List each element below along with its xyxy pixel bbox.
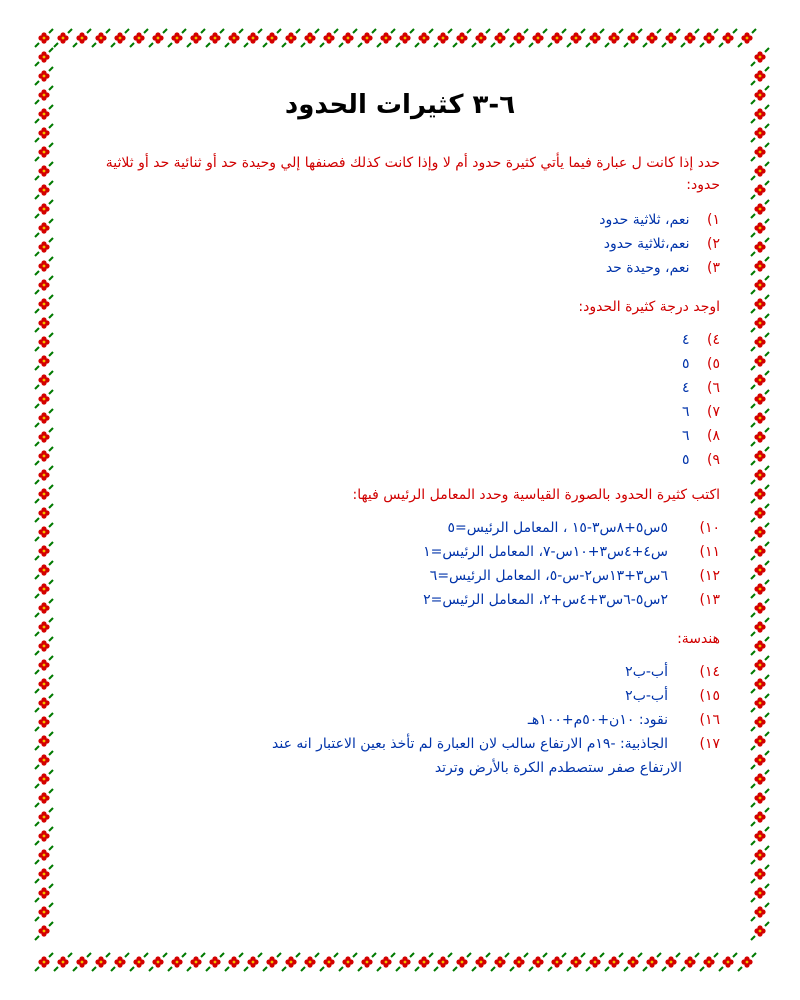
flower-icon xyxy=(510,953,528,971)
flower-icon xyxy=(92,953,110,971)
flower-icon xyxy=(662,953,680,971)
flower-icon xyxy=(206,953,224,971)
flower-icon xyxy=(35,694,53,712)
flower-icon xyxy=(751,675,769,693)
flower-icon xyxy=(54,29,72,47)
flower-icon xyxy=(187,953,205,971)
flower-icon xyxy=(681,29,699,47)
flower-icon xyxy=(111,953,129,971)
flower-icon xyxy=(605,29,623,47)
flower-icon xyxy=(751,751,769,769)
flower-icon xyxy=(751,884,769,902)
flower-icon xyxy=(168,29,186,47)
flower-icon xyxy=(35,504,53,522)
flower-icon xyxy=(751,409,769,427)
list-item: ٧) ٦ xyxy=(682,404,720,420)
part4-list xyxy=(272,660,720,780)
flower-icon xyxy=(548,953,566,971)
flower-icon xyxy=(586,29,604,47)
flower-icon xyxy=(453,29,471,47)
flower-icon xyxy=(35,561,53,579)
flower-icon xyxy=(751,181,769,199)
flower-icon xyxy=(624,29,642,47)
flower-icon xyxy=(244,29,262,47)
flower-icon xyxy=(35,200,53,218)
flower-icon xyxy=(751,67,769,85)
flower-icon xyxy=(510,29,528,47)
flower-icon xyxy=(567,953,585,971)
flower-icon xyxy=(54,953,72,971)
list-item: ١٥)أب-ب٢ xyxy=(625,688,720,704)
flower-icon xyxy=(751,162,769,180)
flower-icon xyxy=(35,751,53,769)
flower-icon xyxy=(35,637,53,655)
flower-icon xyxy=(35,523,53,541)
flower-icon xyxy=(35,846,53,864)
flower-icon xyxy=(738,953,756,971)
flower-icon xyxy=(751,713,769,731)
flower-icon xyxy=(751,276,769,294)
flower-icon xyxy=(35,219,53,237)
flower-icon xyxy=(751,637,769,655)
list-item: ٨) ٦ xyxy=(682,428,720,444)
list-item: ١٠)٥س٥+٨س٣-١٥ ، المعامل الرئيس=٥ xyxy=(447,520,720,536)
heading-standard-form: اكتب كثيرة الحدود بالصورة القياسية وحدد المعامل الرئيس فيها: xyxy=(352,487,720,503)
flower-icon xyxy=(751,599,769,617)
flower-icon xyxy=(35,428,53,446)
flower-icon xyxy=(529,953,547,971)
flower-icon xyxy=(751,922,769,940)
flower-icon xyxy=(751,238,769,256)
flower-icon xyxy=(751,789,769,807)
flower-icon xyxy=(187,29,205,47)
flower-icon xyxy=(700,29,718,47)
flower-icon xyxy=(149,29,167,47)
flower-icon xyxy=(35,143,53,161)
list-item: ٦) ٤ xyxy=(682,380,720,396)
flower-icon xyxy=(738,29,756,47)
flower-icon xyxy=(453,953,471,971)
flower-icon xyxy=(35,922,53,940)
flower-icon xyxy=(751,200,769,218)
part1-list xyxy=(599,208,720,280)
flower-icon xyxy=(751,124,769,142)
list-item: ١٧)الجاذبية: -١٩م الارتفاع سالب لان العبارة لم تأخذ بعين الاعتبار انه عند xyxy=(272,736,720,752)
flower-icon xyxy=(751,504,769,522)
flower-icon xyxy=(35,903,53,921)
flower-icon xyxy=(751,333,769,351)
list-item: ٩) ٥ xyxy=(682,452,720,468)
flower-icon xyxy=(35,352,53,370)
flower-icon xyxy=(35,238,53,256)
flower-icon xyxy=(35,713,53,731)
flower-icon xyxy=(700,953,718,971)
flower-icon xyxy=(35,618,53,636)
list-item: ٤) ٤ xyxy=(682,332,720,348)
flower-icon xyxy=(130,953,148,971)
flower-icon xyxy=(643,953,661,971)
intro-text: حدد إذا كانت ل عبارة فيما يأتي كثيرة حدود أم لا وإذا كانت كذلك فصنفها إلي وحيدة حد أو ثنائية حد أو ثلاثية حدود: xyxy=(105,155,720,193)
flower-icon xyxy=(301,953,319,971)
flower-icon xyxy=(396,29,414,47)
flower-icon xyxy=(339,953,357,971)
flower-icon xyxy=(358,29,376,47)
flower-icon xyxy=(35,257,53,275)
flower-icon xyxy=(751,770,769,788)
flower-icon xyxy=(73,29,91,47)
flower-icon xyxy=(751,485,769,503)
flower-icon xyxy=(751,542,769,560)
flower-icon xyxy=(35,789,53,807)
flower-icon xyxy=(35,542,53,560)
flower-icon xyxy=(751,390,769,408)
flower-icon xyxy=(35,808,53,826)
flower-icon xyxy=(434,953,452,971)
flower-icon xyxy=(751,314,769,332)
flower-icon xyxy=(751,865,769,883)
flower-icon xyxy=(149,953,167,971)
flower-icon xyxy=(225,29,243,47)
list-item: ١) نعم، ثلاثية حدود xyxy=(599,212,720,228)
flower-icon xyxy=(751,257,769,275)
flower-icon xyxy=(35,827,53,845)
flower-icon xyxy=(586,953,604,971)
flower-icon xyxy=(529,29,547,47)
flower-icon xyxy=(751,523,769,541)
list-item: ٥) ٥ xyxy=(682,356,720,372)
list-item: ١١)س٤+٤س٣+١٠س-٧، المعامل الرئيس=١ xyxy=(423,544,720,560)
flower-icon xyxy=(751,827,769,845)
flower-icon xyxy=(35,29,53,47)
flower-icon xyxy=(751,808,769,826)
flower-icon xyxy=(751,903,769,921)
flower-icon xyxy=(681,953,699,971)
flower-icon xyxy=(396,953,414,971)
flower-icon xyxy=(719,953,737,971)
flower-icon xyxy=(35,770,53,788)
flower-icon xyxy=(35,295,53,313)
flower-icon xyxy=(111,29,129,47)
part3-list xyxy=(423,516,720,612)
flower-icon xyxy=(35,732,53,750)
flower-icon xyxy=(377,29,395,47)
flower-icon xyxy=(35,48,53,66)
flower-icon xyxy=(624,953,642,971)
flower-icon xyxy=(35,314,53,332)
flower-icon xyxy=(320,953,338,971)
flower-icon xyxy=(35,371,53,389)
flower-icon xyxy=(751,48,769,66)
flower-icon xyxy=(751,466,769,484)
flower-icon xyxy=(472,29,490,47)
flower-icon xyxy=(206,29,224,47)
list-item: ٢) نعم،ثلاثية حدود xyxy=(603,236,720,252)
part2-list xyxy=(682,328,720,472)
flower-icon xyxy=(35,124,53,142)
list-item-continuation: الارتفاع صفر ستصطدم الكرة بالأرض وترتد xyxy=(434,760,682,776)
flower-icon xyxy=(263,953,281,971)
flower-icon xyxy=(751,352,769,370)
flower-icon xyxy=(35,656,53,674)
flower-icon xyxy=(130,29,148,47)
heading-degree: اوجد درجة كثيرة الحدود: xyxy=(578,299,720,315)
flower-icon xyxy=(35,181,53,199)
flower-icon xyxy=(377,953,395,971)
flower-icon xyxy=(751,694,769,712)
flower-icon xyxy=(35,865,53,883)
flower-icon xyxy=(548,29,566,47)
flower-icon xyxy=(751,143,769,161)
flower-icon xyxy=(320,29,338,47)
flower-icon xyxy=(73,953,91,971)
flower-icon xyxy=(415,29,433,47)
flower-icon xyxy=(751,656,769,674)
flower-icon xyxy=(35,884,53,902)
list-item: ١٣)٢س٥-٦س٣+٤س+٢، المعامل الرئيس=٢ xyxy=(423,592,720,608)
flower-icon xyxy=(751,295,769,313)
flower-icon xyxy=(35,333,53,351)
flower-icon xyxy=(719,29,737,47)
page-title: ٦-٣ كثيرات الحدود xyxy=(284,90,516,120)
flower-icon xyxy=(35,276,53,294)
flower-icon xyxy=(35,162,53,180)
flower-icon xyxy=(751,580,769,598)
flower-icon xyxy=(491,953,509,971)
flower-icon xyxy=(225,953,243,971)
flower-icon xyxy=(434,29,452,47)
flower-icon xyxy=(751,732,769,750)
flower-icon xyxy=(643,29,661,47)
flower-icon xyxy=(567,29,585,47)
flower-icon xyxy=(605,953,623,971)
list-item: ١٢)٦س٣+١٣س٢-س-٥، المعامل الرئيس=٦ xyxy=(429,568,720,584)
flower-icon xyxy=(339,29,357,47)
flower-icon xyxy=(263,29,281,47)
flower-icon xyxy=(751,561,769,579)
flower-icon xyxy=(35,580,53,598)
flower-icon xyxy=(751,371,769,389)
flower-icon xyxy=(35,67,53,85)
list-item: ١٦)نقود: ١٠ن+٥٠م+١٠٠هـ xyxy=(527,712,720,728)
flower-icon xyxy=(35,485,53,503)
flower-icon xyxy=(472,953,490,971)
list-item: ١٤)أب-ب٢ xyxy=(625,664,720,680)
flower-icon xyxy=(282,29,300,47)
list-item: ٣) نعم، وحيدة حد xyxy=(605,260,720,276)
flower-icon xyxy=(751,219,769,237)
flower-icon xyxy=(35,466,53,484)
flower-icon xyxy=(35,675,53,693)
flower-icon xyxy=(751,846,769,864)
flower-icon xyxy=(751,618,769,636)
flower-icon xyxy=(282,953,300,971)
flower-icon xyxy=(415,953,433,971)
flower-icon xyxy=(168,953,186,971)
flower-icon xyxy=(35,409,53,427)
flower-icon xyxy=(491,29,509,47)
flower-icon xyxy=(92,29,110,47)
heading-geometry: هندسة: xyxy=(677,631,720,647)
flower-icon xyxy=(35,447,53,465)
flower-icon xyxy=(35,390,53,408)
flower-icon xyxy=(35,953,53,971)
flower-icon xyxy=(751,428,769,446)
flower-icon xyxy=(35,599,53,617)
flower-icon xyxy=(301,29,319,47)
flower-icon xyxy=(358,953,376,971)
flower-icon xyxy=(751,447,769,465)
flower-icon xyxy=(244,953,262,971)
flower-icon xyxy=(662,29,680,47)
